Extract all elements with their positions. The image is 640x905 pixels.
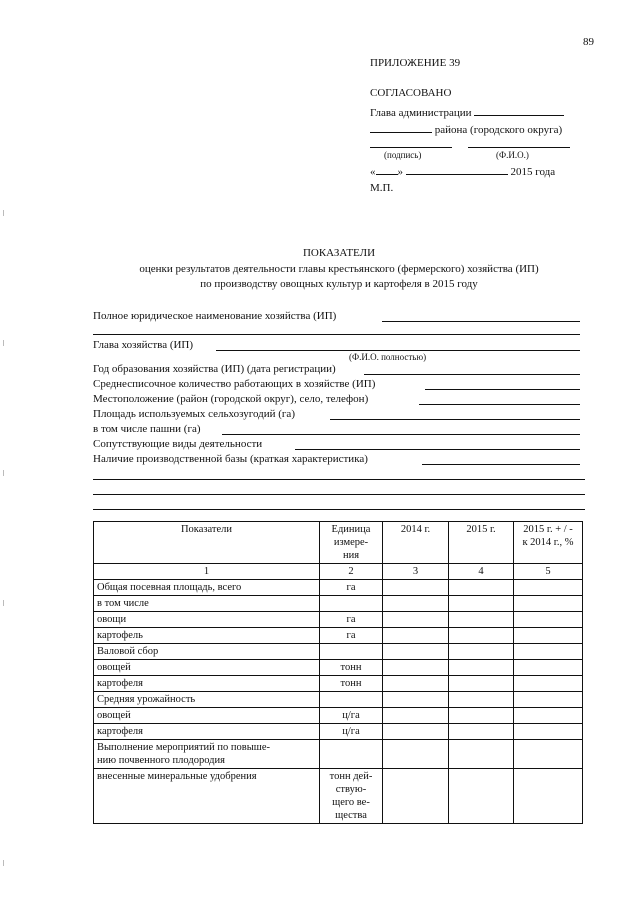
sign-blank	[370, 147, 452, 148]
date-line	[370, 163, 555, 178]
row-label: овощи	[94, 612, 320, 628]
base-field-2[interactable]	[93, 479, 585, 480]
col-number: 5	[514, 564, 583, 580]
row-unit	[320, 740, 383, 769]
cell-2015[interactable]	[449, 724, 514, 740]
row-label: овощей	[94, 660, 320, 676]
full-name-label: Полное юридическое наименование хозяйства (ИП)	[93, 310, 337, 322]
col-number: 2	[320, 564, 383, 580]
cell-diff[interactable]	[514, 724, 583, 740]
cell-diff[interactable]	[514, 628, 583, 644]
col-number: 4	[449, 564, 514, 580]
unit-line: щества	[335, 810, 367, 821]
cell-2014[interactable]	[383, 724, 449, 740]
head-hint: (Ф.И.О. полностью)	[349, 352, 427, 362]
full-name-field[interactable]	[382, 321, 580, 322]
cell-2014[interactable]	[383, 660, 449, 676]
cell-2014[interactable]	[383, 612, 449, 628]
header-unit-line: измере-	[333, 537, 369, 548]
col-number: 3	[383, 564, 449, 580]
measures-line-2: нию почвенного плодородия	[97, 755, 225, 766]
cell-2014[interactable]	[383, 628, 449, 644]
head-admin-label: Глава администрации	[370, 107, 472, 119]
head-field[interactable]	[216, 350, 580, 351]
measures-line-1: Выполнение мероприятий по повыше-	[97, 742, 271, 753]
base-field-4[interactable]	[93, 509, 585, 510]
founded-field[interactable]	[364, 374, 580, 375]
founded-label: Год образования хозяйства (ИП) (дата регистрации)	[93, 363, 336, 375]
sign-hint: (подпись)	[384, 150, 422, 160]
cell-2015[interactable]	[449, 676, 514, 692]
cell-diff[interactable]	[514, 708, 583, 724]
row-label: овощей	[94, 708, 320, 724]
year-label: 2015 года	[510, 166, 556, 178]
cell-2015[interactable]	[449, 628, 514, 644]
arable-label: в том числе пашни (га)	[93, 423, 201, 435]
unit-line: ствую-	[335, 784, 367, 795]
cell-2015[interactable]	[449, 580, 514, 596]
table-row	[94, 676, 583, 692]
row-label: Средняя урожайность	[94, 692, 320, 708]
row-unit	[320, 769, 383, 824]
appendix-label: ПРИЛОЖЕНИЕ 39	[370, 57, 461, 69]
date-close-quote: »	[397, 166, 403, 178]
area-field[interactable]	[330, 419, 580, 420]
month-blank	[406, 163, 508, 175]
cell-2015[interactable]	[449, 708, 514, 724]
header-diff-line: к 2014 г., %	[522, 537, 574, 548]
unit-line: щего ве-	[332, 797, 370, 808]
row-label: в том числе	[94, 596, 320, 612]
cell-diff[interactable]	[514, 612, 583, 628]
cell-2014[interactable]	[383, 676, 449, 692]
base-label: Наличие производственной базы (краткая характеристика)	[93, 453, 368, 465]
full-name-field-2[interactable]	[93, 334, 580, 335]
row-unit: га	[320, 628, 383, 644]
cell-2015[interactable]	[449, 596, 514, 612]
header-unit	[320, 522, 383, 564]
row-label	[94, 740, 320, 769]
seal-label: М.П.	[370, 182, 394, 194]
location-label: Местоположение (район (городской округ), село, телефон)	[93, 393, 369, 405]
arable-field[interactable]	[222, 434, 580, 435]
table-row-fertilizer	[94, 769, 583, 824]
col-number: 1	[94, 564, 320, 580]
cell-2015[interactable]	[449, 660, 514, 676]
table-row	[94, 660, 583, 676]
cell-diff[interactable]	[514, 596, 583, 612]
row-unit	[320, 596, 383, 612]
row-unit: тонн	[320, 660, 383, 676]
row-unit: ц/га	[320, 708, 383, 724]
table-row-measures	[94, 740, 583, 769]
header-unit-line: Единица	[331, 524, 371, 535]
area-label: Площадь используемых сельхозугодий (га)	[93, 408, 295, 420]
column-number-row	[94, 564, 583, 580]
workers-label: Среднесписочное количество работающих в хозяйстве (ИП)	[93, 378, 376, 390]
cell-2014[interactable]	[383, 769, 449, 824]
table-header-row	[94, 522, 583, 564]
row-unit	[320, 644, 383, 660]
table-row	[94, 628, 583, 644]
row-unit: га	[320, 612, 383, 628]
cell-2014[interactable]	[383, 740, 449, 769]
cell-2014[interactable]	[383, 692, 449, 708]
day-blank	[376, 163, 398, 175]
agreed-label: СОГЛАСОВАНО	[370, 87, 452, 99]
workers-field[interactable]	[425, 389, 580, 390]
document-subtitle-2: по производству овощных культур и картофеля в 2015 году	[200, 278, 478, 290]
indicators-table	[93, 521, 583, 824]
row-unit: ц/га	[320, 724, 383, 740]
cell-diff[interactable]	[514, 676, 583, 692]
table-row	[94, 724, 583, 740]
table-row	[94, 580, 583, 596]
row-label: Общая посевная площадь, всего	[94, 580, 320, 596]
related-field[interactable]	[295, 449, 580, 450]
related-label: Сопутствующие виды деятельности	[93, 438, 263, 450]
head-label: Глава хозяйства (ИП)	[93, 339, 194, 351]
row-unit	[320, 692, 383, 708]
document-title: ПОКАЗАТЕЛИ	[302, 247, 376, 259]
cell-2015[interactable]	[449, 612, 514, 628]
date-open-quote: «	[370, 166, 376, 178]
row-label: Валовой сбор	[94, 644, 320, 660]
head-admin-blank	[474, 104, 564, 116]
cell-diff[interactable]	[514, 769, 583, 824]
header-diff	[514, 522, 583, 564]
cell-diff[interactable]	[514, 692, 583, 708]
cell-diff[interactable]	[514, 740, 583, 769]
cell-2014[interactable]	[383, 644, 449, 660]
header-unit-line: ния	[342, 550, 360, 561]
row-label: картофеля	[94, 724, 320, 740]
header-2015: 2015 г.	[449, 522, 514, 564]
table-row	[94, 644, 583, 660]
cell-2014[interactable]	[383, 596, 449, 612]
table-row	[94, 692, 583, 708]
row-label: картофеля	[94, 676, 320, 692]
row-unit: га	[320, 580, 383, 596]
row-label: картофель	[94, 628, 320, 644]
fio-blank	[468, 147, 570, 148]
head-admin-line	[370, 104, 564, 119]
header-2014: 2014 г.	[383, 522, 449, 564]
district-line	[370, 121, 562, 136]
cell-2014[interactable]	[383, 708, 449, 724]
cell-2015[interactable]	[449, 692, 514, 708]
unit-line: тонн дей-	[329, 771, 373, 782]
district-label: района (городского округа)	[434, 124, 563, 136]
base-field[interactable]	[422, 464, 580, 465]
row-label: внесенные минеральные удобрения	[94, 769, 320, 824]
page-number: 89	[583, 36, 594, 48]
cell-diff[interactable]	[514, 580, 583, 596]
fio-hint: (Ф.И.О.)	[496, 150, 529, 160]
row-unit: тонн	[320, 676, 383, 692]
table-row	[94, 612, 583, 628]
base-field-3[interactable]	[93, 494, 585, 495]
header-indicators: Показатели	[94, 522, 320, 564]
table-row	[94, 596, 583, 612]
document-subtitle-1: оценки результатов деятельности главы крестьянского (фермерского) хозяйства (ИП)	[139, 263, 539, 275]
location-field[interactable]	[419, 404, 580, 405]
cell-2015[interactable]	[449, 769, 514, 824]
district-blank	[370, 121, 432, 133]
cell-2014[interactable]	[383, 580, 449, 596]
header-diff-line: 2015 г. + / -	[523, 524, 573, 535]
cell-diff[interactable]	[514, 660, 583, 676]
table-row	[94, 708, 583, 724]
cell-2015[interactable]	[449, 644, 514, 660]
cell-diff[interactable]	[514, 644, 583, 660]
cell-2015[interactable]	[449, 740, 514, 769]
